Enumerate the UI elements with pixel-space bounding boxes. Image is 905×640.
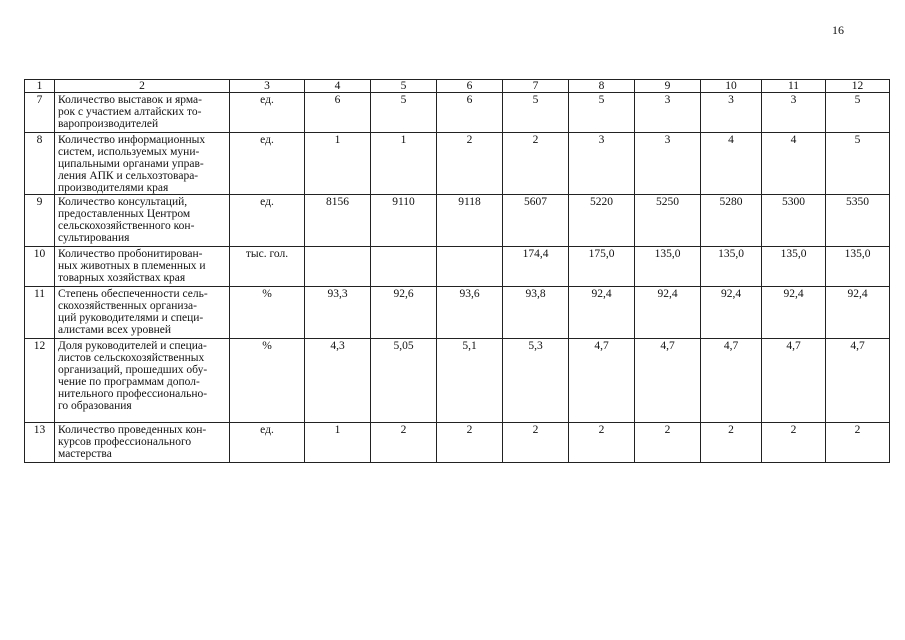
- value-cell: 135,0: [635, 247, 701, 287]
- value-cell: 8156: [305, 195, 371, 247]
- value-cell: 5607: [503, 195, 569, 247]
- unit-cell: %: [230, 339, 305, 423]
- column-header: 12: [826, 80, 890, 93]
- indicator-name-line: предоставленных Центром: [58, 208, 191, 220]
- table-row: [25, 339, 890, 423]
- indicator-name-line: Количество пробонитирован-: [58, 248, 203, 260]
- indicator-name-line: го образования: [58, 400, 132, 412]
- row-number: 13: [25, 423, 55, 463]
- indicator-name-line: систем, используемых муни-: [58, 146, 200, 158]
- column-header: 1: [25, 80, 55, 93]
- value-cell: 2: [826, 423, 890, 463]
- column-header: 10: [701, 80, 762, 93]
- table-row: [25, 247, 890, 287]
- column-header: 11: [762, 80, 826, 93]
- value-cell: 92,4: [826, 287, 890, 339]
- value-cell: 3: [635, 133, 701, 195]
- value-cell: 2: [635, 423, 701, 463]
- value-cell: 93,3: [305, 287, 371, 339]
- row-number: 10: [25, 247, 55, 287]
- unit-cell: ед.: [230, 195, 305, 247]
- value-cell: 2: [437, 133, 503, 195]
- value-cell: 92,4: [635, 287, 701, 339]
- value-cell: 4,3: [305, 339, 371, 423]
- value-cell: [305, 247, 371, 287]
- indicator-name-line: товарных хозяйствах края: [58, 272, 186, 284]
- indicator-name-line: Количество проведенных кон-: [58, 424, 207, 436]
- value-cell: 93,8: [503, 287, 569, 339]
- indicator-name: [55, 287, 230, 339]
- column-header: 6: [437, 80, 503, 93]
- indicator-name-line: Степень обеспеченности сель-: [58, 288, 208, 300]
- row-number: 8: [25, 133, 55, 195]
- indicator-name-line: Количество консультаций,: [58, 196, 188, 208]
- indicator-name-line: мастерства: [58, 448, 112, 460]
- value-cell: 2: [437, 423, 503, 463]
- value-cell: 93,6: [437, 287, 503, 339]
- indicator-name: [55, 339, 230, 423]
- indicator-name-line: сельскохозяйственного кон-: [58, 220, 195, 232]
- value-cell: 6: [437, 93, 503, 133]
- column-header: 7: [503, 80, 569, 93]
- unit-cell: тыс. гол.: [230, 247, 305, 287]
- indicator-name-line: ных животных в племенных и: [58, 260, 206, 272]
- value-cell: 1: [305, 133, 371, 195]
- value-cell: 5: [826, 93, 890, 133]
- value-cell: 5350: [826, 195, 890, 247]
- indicator-name-line: сультирования: [58, 232, 130, 244]
- column-header: 9: [635, 80, 701, 93]
- indicator-name-line: рок с участием алтайских то-: [58, 106, 202, 118]
- indicator-name-line: ципальными органами управ-: [58, 158, 204, 170]
- value-cell: 92,4: [762, 287, 826, 339]
- value-cell: 2: [701, 423, 762, 463]
- table-row: [25, 195, 890, 247]
- value-cell: 9110: [371, 195, 437, 247]
- indicator-name-line: Количество выставок и ярма-: [58, 94, 202, 106]
- value-cell: 2: [503, 133, 569, 195]
- indicator-name-line: ций руководителями и специ-: [58, 312, 204, 324]
- value-cell: 4,7: [569, 339, 635, 423]
- table-row: [25, 133, 890, 195]
- indicator-name-line: организаций, прошедших обу-: [58, 364, 208, 376]
- value-cell: 135,0: [762, 247, 826, 287]
- column-header: 3: [230, 80, 305, 93]
- value-cell: 5: [371, 93, 437, 133]
- indicator-name-line: ления АПК и сельхозтовара-: [58, 170, 199, 182]
- indicators-table: [24, 79, 890, 463]
- indicator-name: [55, 423, 230, 463]
- indicator-name-line: Доля руководителей и специа-: [58, 340, 207, 352]
- value-cell: 5,1: [437, 339, 503, 423]
- value-cell: 175,0: [569, 247, 635, 287]
- value-cell: 3: [569, 133, 635, 195]
- indicator-name: [55, 247, 230, 287]
- row-number: 12: [25, 339, 55, 423]
- value-cell: 5250: [635, 195, 701, 247]
- value-cell: 5: [826, 133, 890, 195]
- value-cell: 2: [503, 423, 569, 463]
- column-header: 2: [55, 80, 230, 93]
- value-cell: 92,4: [701, 287, 762, 339]
- indicator-name-line: нительного профессионально-: [58, 388, 208, 400]
- value-cell: 4,7: [635, 339, 701, 423]
- value-cell: 1: [305, 423, 371, 463]
- value-cell: 3: [635, 93, 701, 133]
- unit-cell: ед.: [230, 93, 305, 133]
- value-cell: 5,3: [503, 339, 569, 423]
- value-cell: 5220: [569, 195, 635, 247]
- table-row: [25, 423, 890, 463]
- value-cell: 4,7: [826, 339, 890, 423]
- value-cell: 5280: [701, 195, 762, 247]
- value-cell: 174,4: [503, 247, 569, 287]
- indicator-name: [55, 93, 230, 133]
- value-cell: 92,6: [371, 287, 437, 339]
- value-cell: [437, 247, 503, 287]
- value-cell: 4,7: [762, 339, 826, 423]
- value-cell: 2: [371, 423, 437, 463]
- value-cell: 5: [569, 93, 635, 133]
- indicator-name: [55, 195, 230, 247]
- indicator-name-line: производителями края: [58, 182, 169, 194]
- value-cell: 6: [305, 93, 371, 133]
- row-number: 9: [25, 195, 55, 247]
- unit-cell: ед.: [230, 423, 305, 463]
- value-cell: 135,0: [701, 247, 762, 287]
- value-cell: 4,7: [701, 339, 762, 423]
- column-header: 4: [305, 80, 371, 93]
- value-cell: 2: [569, 423, 635, 463]
- value-cell: 5,05: [371, 339, 437, 423]
- column-header: 5: [371, 80, 437, 93]
- unit-cell: %: [230, 287, 305, 339]
- indicator-name-line: чение по программам допол-: [58, 376, 200, 388]
- table-row: [25, 93, 890, 133]
- value-cell: 3: [762, 93, 826, 133]
- value-cell: [371, 247, 437, 287]
- value-cell: 2: [762, 423, 826, 463]
- value-cell: 5300: [762, 195, 826, 247]
- unit-cell: ед.: [230, 133, 305, 195]
- indicator-name-line: курсов профессионального: [58, 436, 192, 448]
- row-number: 7: [25, 93, 55, 133]
- value-cell: 9118: [437, 195, 503, 247]
- indicator-name-line: варопроизводителей: [58, 118, 159, 130]
- value-cell: 4: [762, 133, 826, 195]
- page-number: 16: [832, 23, 844, 37]
- value-cell: 135,0: [826, 247, 890, 287]
- value-cell: 3: [701, 93, 762, 133]
- row-number: 11: [25, 287, 55, 339]
- value-cell: 92,4: [569, 287, 635, 339]
- indicator-name-line: листов сельскохозяйственных: [58, 352, 205, 364]
- column-header: 8: [569, 80, 635, 93]
- indicator-name: [55, 133, 230, 195]
- indicator-name-line: алистами всех уровней: [58, 324, 172, 336]
- indicator-name-line: Количество информационных: [58, 134, 206, 146]
- value-cell: 4: [701, 133, 762, 195]
- header-row: [25, 80, 890, 93]
- indicator-name-line: скохозяйственных организа-: [58, 300, 197, 312]
- value-cell: 1: [371, 133, 437, 195]
- table-row: [25, 287, 890, 339]
- value-cell: 5: [503, 93, 569, 133]
